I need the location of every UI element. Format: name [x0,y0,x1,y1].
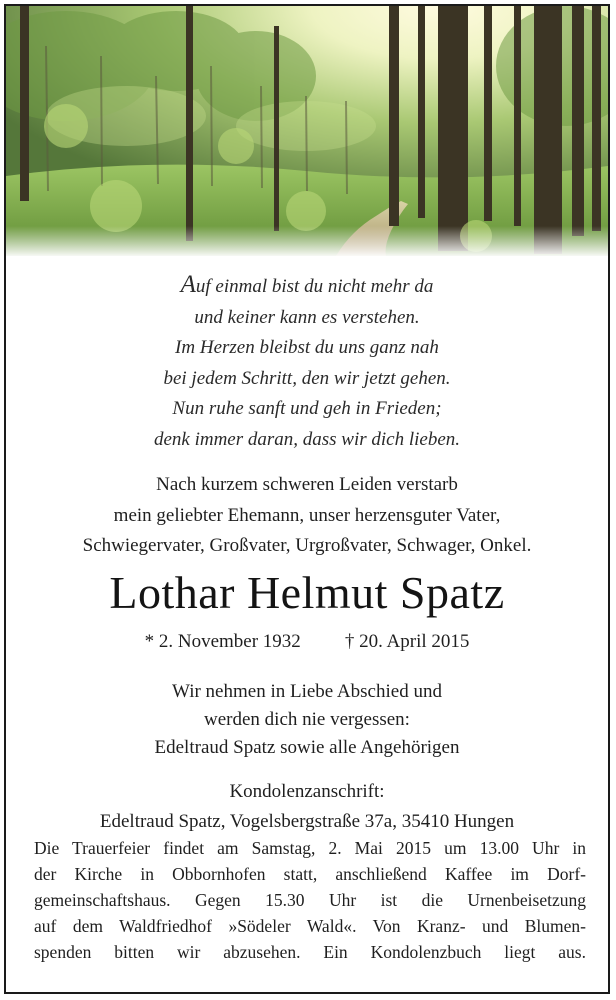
details-line: der Kirche in Obbornhofen statt, anschließend Kaffee im Dorf- [34,864,586,884]
poem-first-line: uf einmal bist du nicht mehr da [195,276,434,297]
condolence-address [6,777,608,837]
poem-line: Im Herzen bleibst du uns ganz nah [175,337,439,358]
memorial-poem [6,270,608,455]
announcement-line: mein geliebter Ehemann, unser herzensguter Vater, [113,504,501,526]
poem-line: bei jedem Schritt, den wir jetzt gehen. [163,367,451,389]
farewell-line: werden dich nie vergessen: [204,709,410,730]
mourners-line: Edeltraud Spatz sowie alle Angehörigen [154,737,460,758]
poem-line: Nun ruhe sanft und geh in Frieden; [172,398,442,419]
condolence-address-line: Edeltraud Spatz, Vogelsbergstraße 37a, 35410 Hungen [99,811,515,832]
funeral-details [34,835,586,965]
forest-image [6,6,608,256]
poem-line: denk immer daran, dass wir dich lieben. [153,428,461,450]
death-announcement [6,470,608,562]
forest-photo [6,6,608,256]
details-line: spenden bitten wir abzusehen. Ein Kondolenzbuch liegt aus. [34,942,586,962]
poem-line [6,270,608,303]
birth-date: * 2. November 1932 [144,631,301,652]
poem-line: und keiner kann es verstehen. [194,306,420,328]
poem-initial: A [180,271,196,298]
details-line: Die Trauerfeier findet am Samstag, 2. Mai 2015 um 13.00 Uhr in [34,838,586,858]
farewell-message [6,678,608,762]
life-dates [6,628,608,656]
farewell-line: Wir nehmen in Liebe Abschied und [172,681,442,702]
details-line: gemeinschaftshaus. Gegen 15.30 Uhr ist die Urnenbeisetzung [34,890,586,910]
condolence-heading: Kondolenzanschrift: [229,781,385,802]
deceased-name: Lothar Helmut Spatz [109,567,505,618]
death-date: † 20. April 2015 [344,631,470,652]
announcement-line: Nach kurzem schweren Leiden verstarb [156,474,458,495]
details-line: auf dem Waldfriedhof »Södeler Wald«. Von Kranz- und Blumen- [34,916,586,936]
obituary-notice [4,4,610,994]
announcement-line: Schwiegervater, Großvater, Urgroßvater, Schwager, Onkel. [82,535,532,556]
